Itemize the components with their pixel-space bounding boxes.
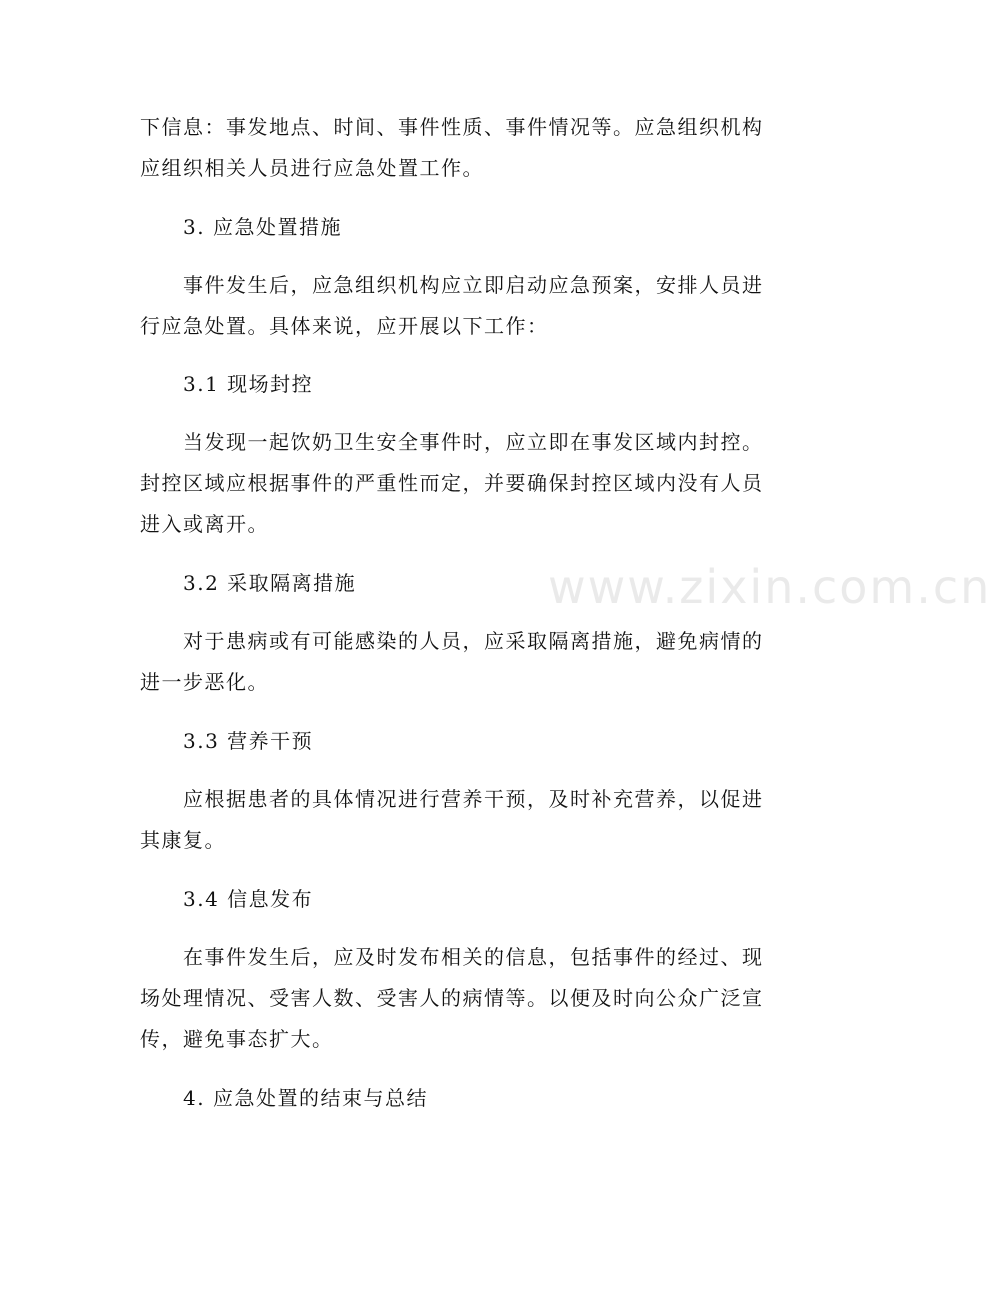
subsection-heading: 3.4 信息发布: [183, 887, 314, 911]
section-heading: 4. 应急处置的结束与总结: [183, 1086, 428, 1110]
paragraph-line: 进入或离开。: [140, 512, 269, 536]
paragraph-line: 下信息：事发地点、时间、事件性质、事件情况等。应急组织机构: [140, 115, 764, 139]
paragraph-line: 进一步恶化。: [140, 670, 269, 694]
paragraph-line: 场处理情况、受害人数、受害人的病情等。以便及时向公众广泛宣: [140, 986, 764, 1010]
paragraph-line: 行应急处置。具体来说，应开展以下工作：: [140, 314, 549, 338]
watermark: www.zixin.com.cn: [548, 560, 991, 614]
subsection-heading: 3.2 采取隔离措施: [183, 571, 357, 595]
subsection-heading: 3.1 现场封控: [183, 372, 314, 396]
paragraph-line: 应组织相关人员进行应急处置工作。: [140, 156, 484, 180]
paragraph-line: 在事件发生后，应及时发布相关的信息，包括事件的经过、现: [183, 945, 764, 969]
paragraph-line: 对于患病或有可能感染的人员，应采取隔离措施，避免病情的: [183, 629, 764, 653]
section-heading: 3. 应急处置措施: [183, 215, 342, 239]
subsection-heading: 3.3 营养干预: [183, 729, 314, 753]
paragraph-line: 封控区域应根据事件的严重性而定，并要确保封控区域内没有人员: [140, 471, 764, 495]
paragraph-line: 当发现一起饮奶卫生安全事件时，应立即在事发区域内封控。: [183, 430, 764, 454]
paragraph-line: 其康复。: [140, 828, 226, 852]
paragraph-line: 应根据患者的具体情况进行营养干预，及时补充营养，以促进: [183, 787, 764, 811]
paragraph-line: 事件发生后，应急组织机构应立即启动应急预案，安排人员进: [183, 273, 764, 297]
paragraph-line: 传，避免事态扩大。: [140, 1027, 334, 1051]
